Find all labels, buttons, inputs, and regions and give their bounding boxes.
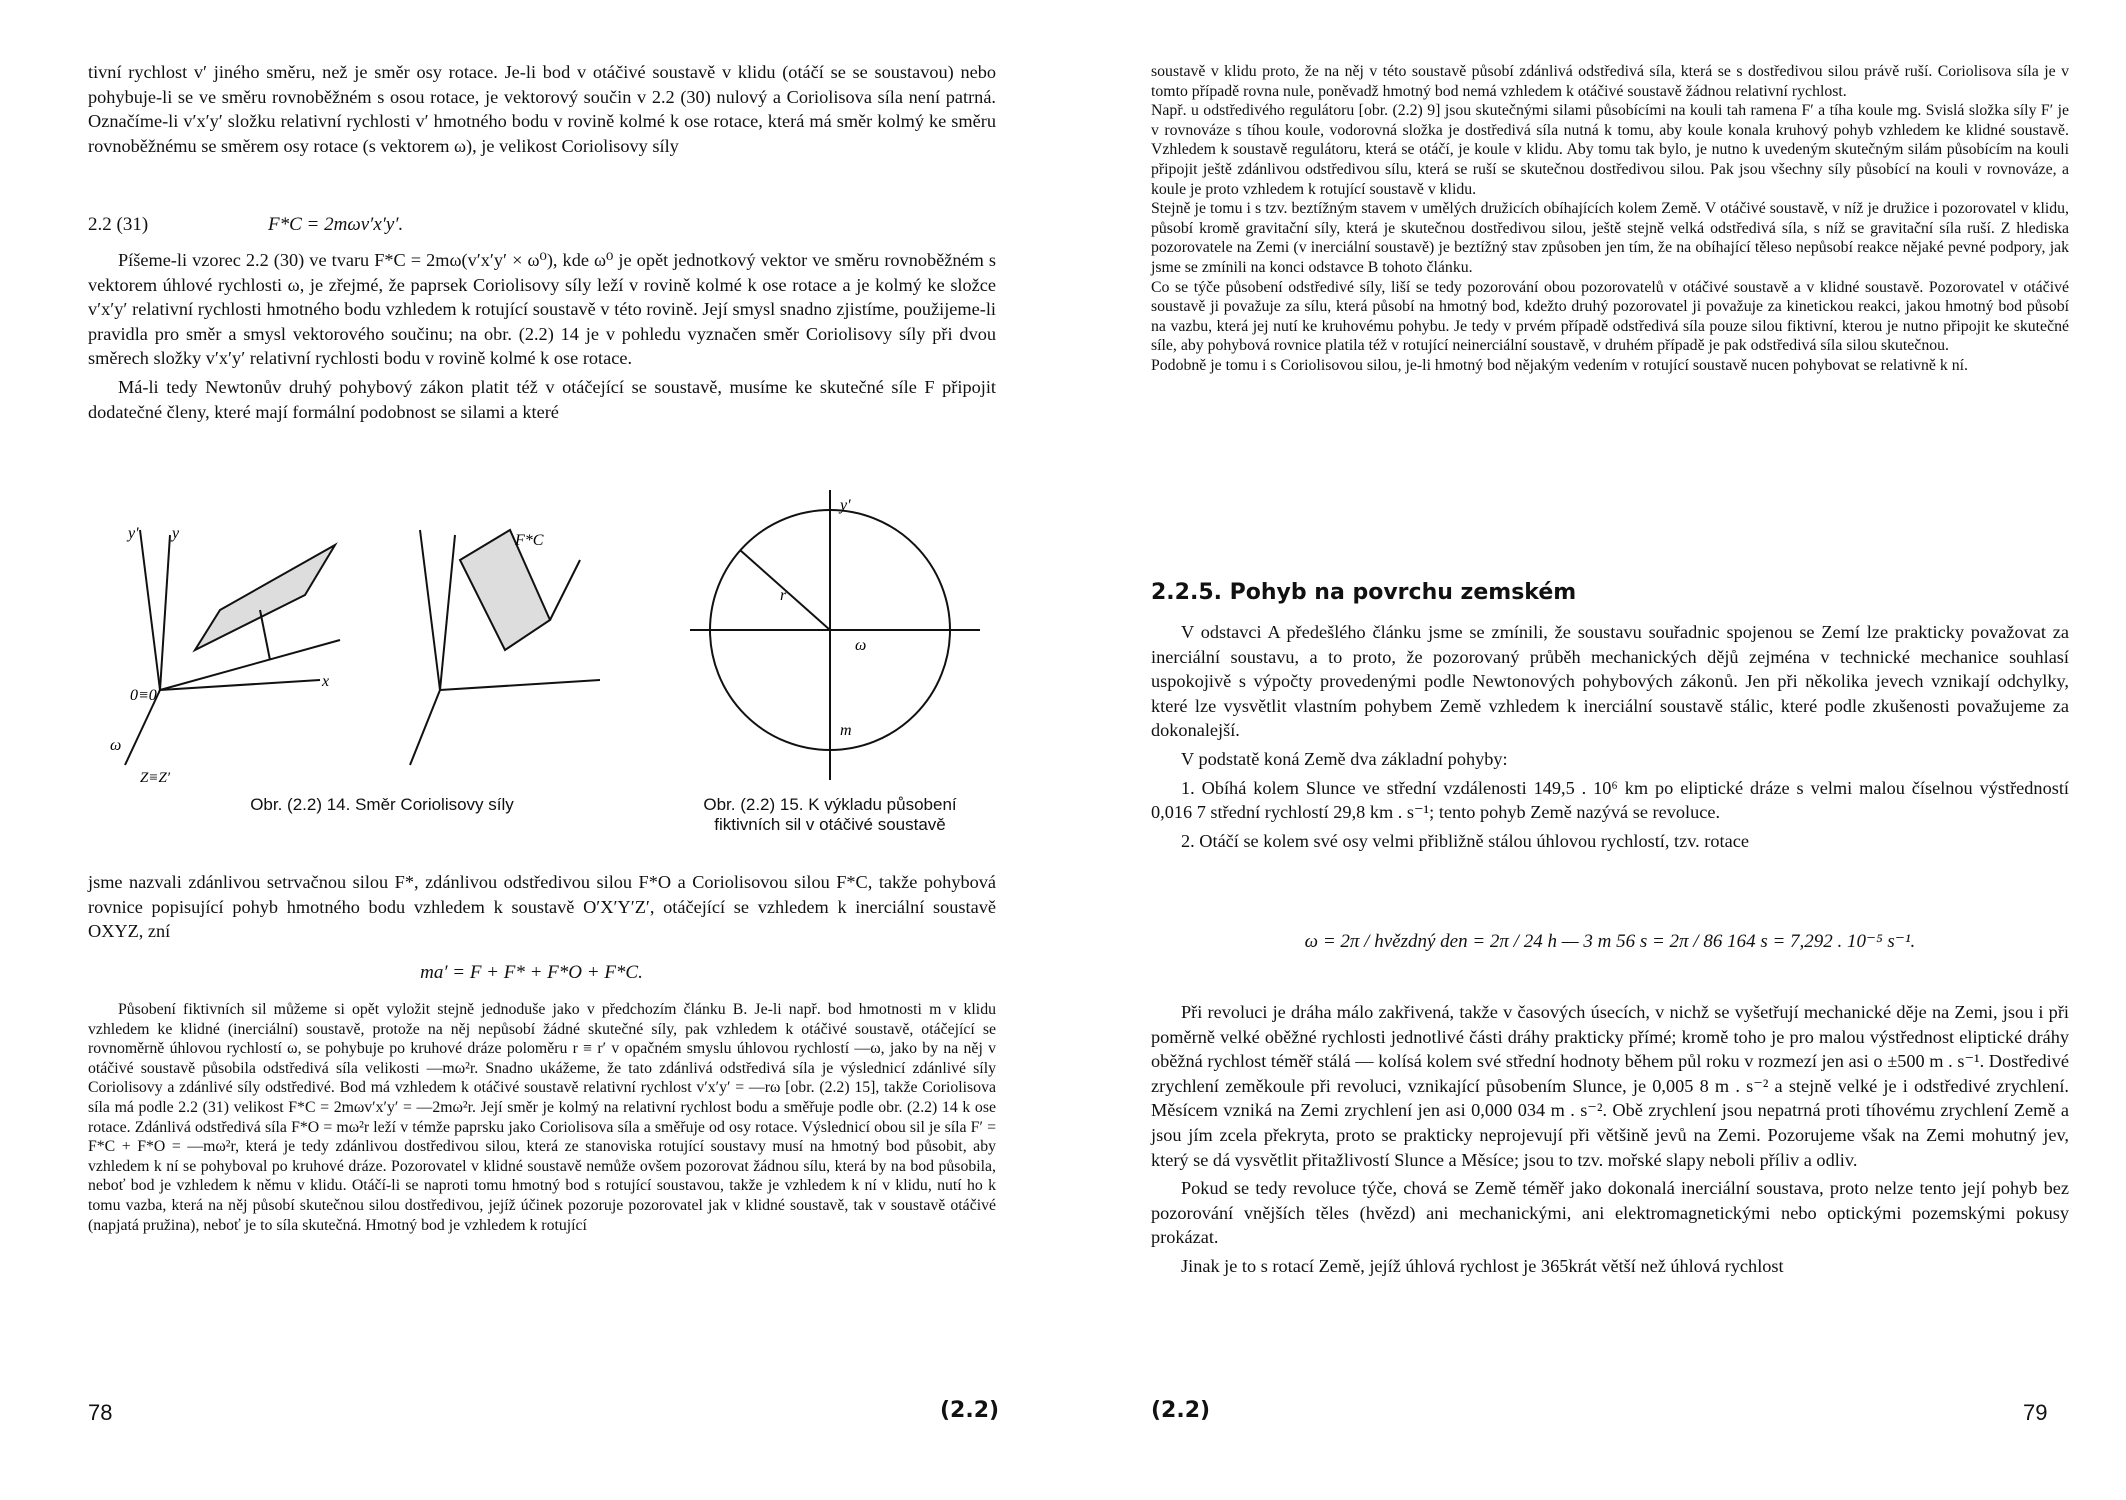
right-item-2: 2. Otáčí se kolem své osy velmi přibližně stálou úhlovou rychlostí, tzv. rotace <box>1181 830 1749 851</box>
left-small-text <box>88 1000 996 1235</box>
figure-2-2-14 <box>110 500 630 790</box>
caption-fig-15-line-1: Obr. (2.2) 15. K výkladu působení <box>703 795 957 814</box>
figure-2-2-15 <box>680 490 1000 790</box>
page-number-right: 79 <box>2023 1400 2048 1425</box>
left-paragraph-3: Má-li tedy Newtonův druhý pohybový zákon platit též v otáčející se soustavě, musíme ke skutečné síle F připojit dodatečné členy, které mají formální podobnost se silami a které <box>88 376 996 422</box>
label-y-prime: y′ <box>128 525 139 542</box>
axis-y-prime-2 <box>420 530 440 690</box>
left-top-text <box>88 60 996 162</box>
label-m: m <box>840 722 852 739</box>
axis-z-2 <box>410 690 440 765</box>
eq31-label: 2.2 (31) <box>88 214 149 235</box>
equation-main: ma′ = F + F* + F*O + F*C. <box>420 962 643 983</box>
label-fc: F*C <box>515 532 544 549</box>
axis-y-2 <box>440 535 455 690</box>
page-number-left: 78 <box>88 1400 113 1425</box>
axis-y <box>160 535 170 690</box>
section-tag-left: (2.2) <box>940 1398 1000 1423</box>
label-r: r <box>780 587 787 604</box>
left-paragraph-2: Píšeme-li vzorec 2.2 (30) ve tvaru F*C = 2mω(v′x′y′ × ω⁰), kde ω⁰ je opět jednotkový vektor ve směru rovnoběžném s vektorem úhlové rychlosti ω, je zřejmé, že paprsek Coriolisovy síly leží v rovině kolmé k ose rotace a je kolmý ke složce v′x′y′ relativní rychlosti hmotného bodu vzhledem k rotující soustavě v této rovině. Její smysl snadno zjistíme, použijeme-li pravidla pro směr a smysl vektorového součinu; na obr. (2.2) 14 je v pohledu vyznačen směr Coriolisovy síly při dvou směrech složky v′x′y′ relativní rychlosti bodu v rovině kolmé k ose rotace. <box>88 250 996 369</box>
caption-fig-14: Obr. (2.2) 14. Směr Coriolisovy síly <box>250 795 514 814</box>
left-paragraph-4: jsme nazvali zdánlivou setrvačnou silou F*, zdánlivou odstředivou silou F*O a Coriolisovou silou F*C, takže pohybová rovnice popisující pohyb hmotného bodu vzhledem k soustavě O′X′Y′Z′, otáčející se vzhledem k inerciální soustavě OXYZ, zní <box>88 872 996 942</box>
caption-fig-15-line-2: fiktivních sil v otáčivé soustavě <box>714 815 946 834</box>
right-small-block: soustavě v klidu proto, že na něj v této soustavě působí zdánlivá odstředivá síla, která se s dostředivou silou právě ruší. Coriolisova síla je v tomto případě rovna nule, poněvadž hmotný bod nemá vzhledem k otáčivé soustavě žádnou relativní rychlost. Např. u odstředivého regulátoru [obr. (2.2) 9] jsou skutečnými silami působícími na kouli tah ramena F′ a tíha koule mg. Svislá složka síly F′ je v rovnováze s tíhou koule, vodorovná složka je dostředivá síla nutná k tomu, aby koule konala kruhový pohyb vzhledem ke klidné soustavě. Vzhledem k soustavě regulátoru, která se otáčí, je koule v klidu. Aby tomu tak bylo, je nutno k uvedeným skutečným silám působícím na kouli připojit ještě zdánlivou odstředivou sílu, která se ruší se skutečnou dostředivou silou. Pak jsou všechny síly působící na kouli v rovnováze, a koule je proto vzhledem k rotující soustavě v klidu. Stejně je tomu i s tzv. beztížným stavem v umělých družicích obíhajících kolem Země. V otáčivé soustavě, v níž je družice i pozorovatel v klidu, působí kromě gravitační síly, která je skutečnou dostředivou silou, ještě stejně velká odstředivá síla, s níž se gravitační síla ruší. Z hlediska pozorovatele na Zemi (v inerciální soustavě) je beztížný stav způsoben jen tím, že na obíhající těleso nepůsobí reakce nějaké pevné podpory, jak jsme se zmínili na konci odstavce B tohoto článku. Co se týče působení odstředivé síly, liší se tedy pozorování obou pozorovatelů v otáčivé soustavě a v klidné soustavě. Pozorovatel v otáčivé soustavě ji považuje za sílu, která působí na hmotný bod, kdežto druhý pozorovatel ji považuje za kinetickou reakci, jakou hmotný bod působí na vazbu, která jej nutí ke kruhovému pohybu. Je tedy v prvém případě odstředivá síla pouze silou fiktivní, kterou je nutno připojit ke skutečné síle, aby pohybová rovnice platila též v rotující neinerciální soustavě, v druhém případě je pak odstředivá síla silou skutečnou. Podobně je tomu i s Coriolisovou silou, je-li hmotný bod nějakým vedením v rotující soustavě nucen pohybovat se relativně k ní. <box>1151 63 2069 374</box>
right-lower-text <box>1151 1000 2069 1283</box>
right-paragraph-2: V podstatě koná Země dva základní pohyby: <box>1181 748 1508 769</box>
label-y: y <box>172 525 180 542</box>
left-top-paragraph: tivní rychlost v′ jiného směru, než je směr osy rotace. Je-li bod v otáčivé soustavě v klidu (otáčí se se soustavou) nebo pohybuje-li se ve směru rovnoběžném s osou rotace, je vektorový součin v 2.2 (30) nulový a Coriolisova síla není patrná. Označíme-li v′x′y′ složku relativní rychlosti v′ hmotného bodu v rovině kolmé k ose rotace, která má směr kolmý ke směru rovnoběžnému se směrem osy rotace (s vektorem ω), je velikost Coriolisovy síly <box>88 62 996 156</box>
left-small-paragraph: Působení fiktivních sil můžeme si opět vyložit stejně jednoduše jako v předchozím článku B. Je-li např. bod hmotnosti m v klidu vzhledem ke klidné (inerciální) soustavě, protože na něj nepůsobí žádné skutečné síly, pak vzhledem k otáčivé soustavě, otáčející se rovnoměrně úhlovou rychlostí ω, se pohybuje po kruhové dráze poloměru r ≡ r′ v opačném smyslu úhlovou rychlostí —ω, jako by na něj v otáčivé soustavě působila odstředivá síla velikosti —mω²r. Snadno ukážeme, že tato zdánlivá odstředivá síla je výslednicí zdánlivé síly Coriolisovy a zdánlivé síly odstředivé. Bod má vzhledem k otáčivé soustavě relativní rychlost v′x′y′ = —rω [obr. (2.2) 15], takže Coriolisova síla má podle 2.2 (31) velikost F*C = 2mωv′x′y′ = —2mω²r. Její směr je kolmý na relativní rychlost bodu a směřuje podle obr. (2.2) 14 k ose rotace. Zdánlivá odstředivá síla F*O = mω²r leží v témže paprsku jako Coriolisova síla a směřuje od osy rotace. Výslednicí obou sil je síla F′ = F*C + F*O = —mω²r, která je tedy zdánlivou dostředivou silou, která ze stanoviska rotující soustavy musí na hmotný bod působit, aby vzhledem k ní se pohyboval po kruhové dráze. Pozorovatel v klidné soustavě nemůže ovšem pozorovat žádnou sílu, která by na bod působila, neboť bod je vzhledem k němu v klidu. Otáčí-li se naproti tomu hmotný bod s rotující soustavou, takže je vzhledem k ní v klidu, nutí ho k tomu vazba, která na něj působí skutečnou silou dostředivou, jejíž účinek pozoruje pozorovatel jak v klidné soustavě, tak v soustavě otáčivé (napjatá pružina), neboť je to síla skutečná. Hmotný bod je vzhledem k rotující <box>88 1001 996 1234</box>
right-main-text <box>1151 620 2069 857</box>
caption-fig-15 <box>640 795 1020 835</box>
eq31: F*C = 2mωv′x′y′. <box>268 214 404 235</box>
label-origin: 0≡0′ <box>130 687 161 704</box>
axis-y-prime <box>140 530 160 690</box>
left-mid-text <box>88 248 996 428</box>
right-paragraph-3: Při revoluci je dráha málo zakřivená, takže v časových úsecích, v nichž se vyšetřují mechanické děje na Zemi, jsou i při poměrně velké oběžné rychlosti jednotlivé části dráhy prakticky přímé; kromě toho je pro malou výstřednost eliptické dráhy oběžná rychlost téměř stálá — kolísá kolem své střední hodnoty během půl roku v rozmezí jen asi o ±500 m . s⁻¹. Dostředivé zrychlení zeměkoule při revoluci, vznikající působením Slunce, je 0,005 8 m . s⁻² a stejně velké je i odstředivé zrychlení. Měsícem vzniká na Zemi zrychlení jen asi 0,000 034 m . s⁻². Obě zrychlení jsou nepatrná proti tíhovému zrychlení Země a jsou jím zcela překryta, proto se prakticky neprojevují při většině jevů na Zemi. Pozorujeme však na Zemi mohutný jev, který se dá vysvětlit přitažlivostí Slunce a Měsíce; jsou to tzv. mořské slapy neboli příliv a odliv. <box>1151 1002 2069 1170</box>
section-tag-right: (2.2) <box>1151 1398 1211 1423</box>
axis-x-prime <box>160 640 340 690</box>
force-vector-2 <box>550 560 580 620</box>
right-page <box>1063 0 2126 1500</box>
label-omega-15: ω <box>855 637 867 654</box>
right-paragraph-5: Jinak je to s rotací Země, jejíž úhlová rychlost je 365krát větší než úhlová rychlost <box>1181 1255 1784 1276</box>
section-heading: 2.2.5. Pohyb na povrchu zemském <box>1151 580 1577 605</box>
label-z: Z≡Z′ <box>140 770 171 786</box>
left-lower-text <box>88 870 996 948</box>
right-small-text <box>1151 62 2069 376</box>
right-item-1: 1. Obíhá kolem Slunce ve střední vzdálenosti 149,5 . 10⁶ km po eliptické dráze s velmi malou číselnou výstředností 0,016 7 střední rychlostí 29,8 km . s⁻¹; tento pohyb Země nazývá se revoluce. <box>1151 777 2069 823</box>
axis-x-2 <box>440 680 600 690</box>
omega-equation: ω = 2π / hvězdný den = 2π / 24 h — 3 m 56 s = 2π / 86 164 s = 7,292 . 10⁻⁵ s⁻¹. <box>1304 931 1916 952</box>
label-x: x <box>322 673 330 690</box>
force-vector-1 <box>260 610 270 660</box>
label-omega: ω <box>110 737 122 754</box>
axis-x <box>160 680 320 690</box>
right-paragraph-4: Pokud se tedy revoluce týče, chová se Země téměř jako dokonalá inerciální soustava, proto nelze tento její pohyb bez pozorování vnějších těles (hvězd) ani mechanickými, ani elektromagnetickými nebo optickými pozemskými pokusy prokázat. <box>1151 1178 2069 1248</box>
label-y-prime-15: y′ <box>840 497 851 514</box>
right-paragraph-1: V odstavci A předešlého článku jsme se zmínili, že soustavu souřadnic spojenou se Zemí lze prakticky považovat za inerciální soustavu, a to proto, že pozorovaný průběh mechanických dějů zejména v technické mechanice souhlasí uspokojivě s výpočty provedenými podle Newtonových pohybových zákonů. Jen při několika jevech vznikají odchylky, které lze vysvětlit vlastním pohybem Země vzhledem k inerciální soustavě stálic, které podle zkušenosti považujeme za dokonalejší. <box>1151 622 2069 741</box>
